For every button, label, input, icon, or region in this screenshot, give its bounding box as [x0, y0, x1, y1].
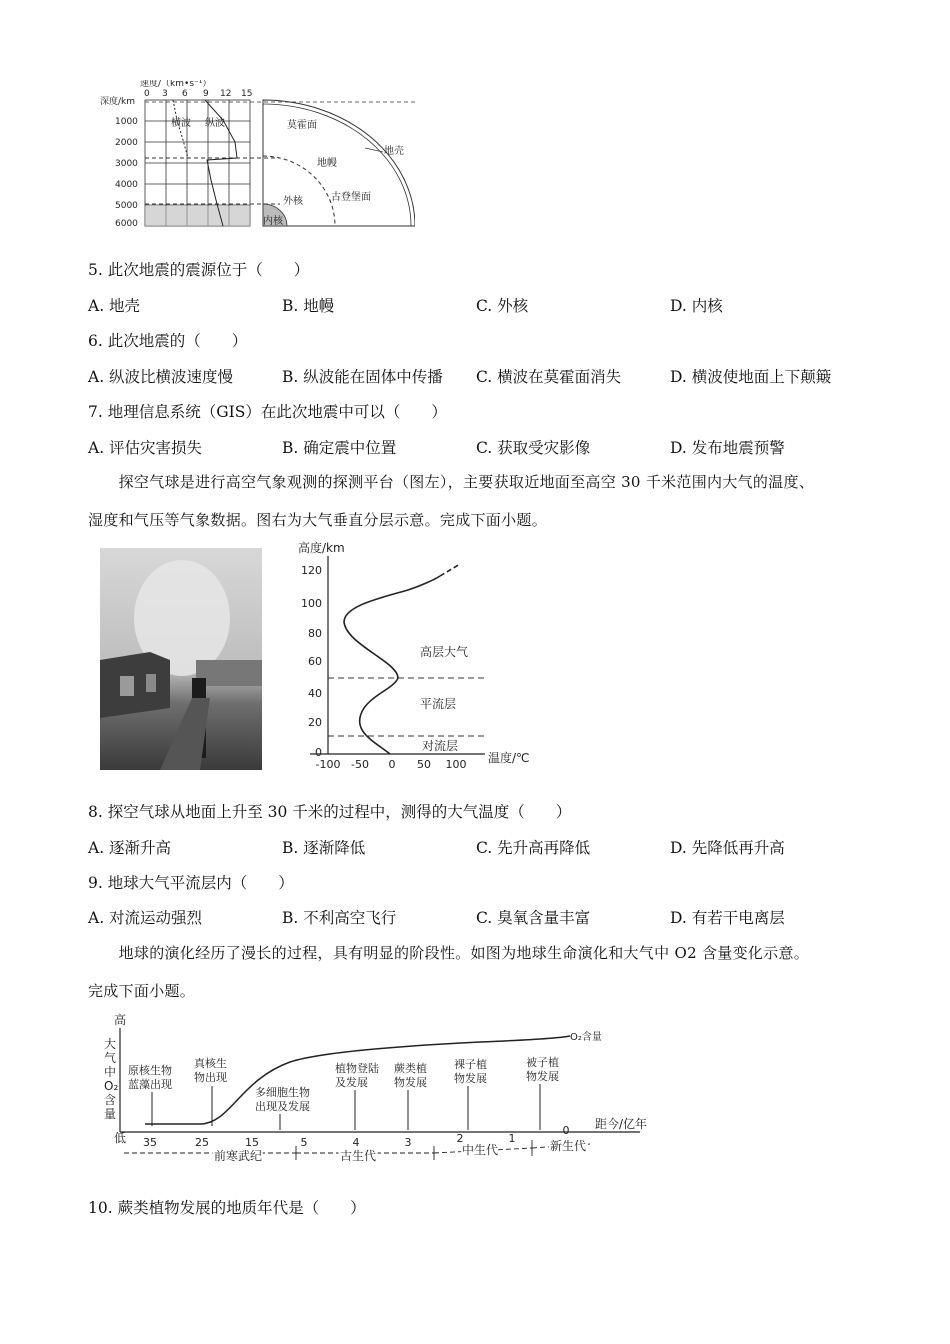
event-angiosperms: 物发展 [526, 1070, 559, 1083]
temp-tick: 100 [445, 758, 467, 770]
height-ticks [301, 564, 322, 759]
time-tick: 0 [562, 1124, 570, 1137]
era-mesozoic: 中生代 [462, 1143, 499, 1157]
temperature-curve-extension [440, 564, 460, 576]
depth-tick: 6000 [115, 219, 138, 229]
question-7-stem: 7. 地理信息系统（GIS）在此次地震中可以（ ） [88, 403, 447, 421]
evolution-events [128, 1055, 559, 1130]
svg-text:大: 大 [104, 1037, 117, 1051]
y-low-label: 低 [114, 1131, 127, 1145]
q7-option-a[interactable]: A. 评估灾害损失 [88, 439, 203, 457]
speed-tick: 12 [220, 89, 232, 99]
height-tick: 120 [301, 564, 322, 577]
inner-core-label: 内核 [263, 216, 283, 227]
path-shape [160, 698, 210, 770]
q7-option-b[interactable]: B. 确定震中位置 [282, 439, 397, 457]
event-ferns: 物发展 [394, 1076, 427, 1089]
intro-balloon-line1: 探空气球是进行高空气象观测的探测平台（图左），主要获取近地面至高空 30 千米范围内大气的温度、 [88, 473, 815, 491]
height-tick: 20 [308, 716, 322, 729]
q5-option-d[interactable]: D. 内核 [670, 297, 723, 315]
q9-option-c[interactable]: C. 臭氧含量丰富 [476, 909, 591, 927]
intro-evolution-line1: 地球的演化经历了漫长的过程，具有明显的阶段性。如图为地球生命演化和大气中 O2 含量变化示意。 [88, 944, 810, 962]
question-9-stem: 9. 地球大气平流层内（ ） [88, 874, 294, 892]
building-shape [100, 652, 170, 718]
o2-curve-label: O₂含量 [570, 1032, 602, 1043]
temp-tick: -100 [315, 758, 341, 770]
event-multicell: 出现及发展 [255, 1100, 310, 1113]
time-tick: 25 [195, 1136, 209, 1149]
height-axis-title: 高度/km [298, 541, 345, 555]
depth-axis-title: 深度/km [100, 97, 136, 107]
time-tick: 3 [404, 1136, 412, 1149]
q5-option-c[interactable]: C. 外核 [476, 297, 529, 315]
temp-ticks [316, 758, 467, 770]
atmosphere-layer-chart [290, 540, 550, 770]
height-tick: 80 [308, 627, 322, 640]
gutenberg-label: 古登堡面 [331, 192, 371, 203]
event-gymnosperms: 物发展 [454, 1072, 487, 1085]
weather-balloon-photo [100, 548, 262, 770]
life-evolution-figure [100, 1010, 670, 1170]
temperature-curve [344, 576, 440, 754]
event-prokaryote: 原核生物 [128, 1064, 172, 1077]
event-ferns: 蕨类植 [394, 1062, 427, 1075]
building-window [120, 676, 134, 696]
era-cenozoic: 新生代 [550, 1139, 587, 1153]
time-ticks [143, 1124, 570, 1149]
q8-option-b[interactable]: B. 逐渐降低 [282, 839, 366, 857]
time-tick: 4 [352, 1136, 360, 1149]
temp-axis-title: 温度/℃ [488, 751, 530, 765]
svg-text:O₂: O₂ [104, 1079, 119, 1093]
q5-option-a[interactable]: A. 地壳 [88, 297, 141, 315]
time-tick: 35 [143, 1136, 157, 1149]
temp-tick: 0 [388, 758, 396, 770]
svg-text:气: 气 [104, 1051, 117, 1065]
speed-tick: 9 [203, 89, 209, 99]
upper-atmosphere-label: 高层大气 [420, 645, 469, 659]
speed-tick: 15 [241, 89, 253, 99]
era-paleozoic: 古生代 [340, 1149, 377, 1163]
speed-ticks [144, 89, 252, 99]
depth-tick: 3000 [115, 159, 138, 169]
question-5-stem: 5. 此次地震的震源位于（ ） [88, 261, 310, 279]
event-gymnosperms: 裸子植 [454, 1058, 487, 1071]
event-prokaryote: 蓝藻出现 [128, 1078, 172, 1091]
q7-option-d[interactable]: D. 发布地震预警 [670, 439, 785, 457]
earth-section [263, 100, 415, 226]
event-eukaryote: 物出现 [194, 1071, 227, 1084]
seismic-wave-figure [95, 80, 415, 230]
height-tick: 60 [308, 655, 322, 668]
moho-label: 莫霍面 [287, 120, 317, 131]
height-tick: 0 [315, 746, 322, 759]
s-wave-curve [173, 100, 188, 158]
q6-option-b[interactable]: B. 纵波能在固体中传播 [282, 368, 443, 386]
crust-label: 地壳 [384, 146, 404, 157]
q8-option-c[interactable]: C. 先升高再降低 [476, 839, 591, 857]
y-axis-title [104, 1036, 118, 1121]
q7-option-c[interactable]: C. 获取受灾影像 [476, 439, 591, 457]
q6-option-d[interactable]: D. 横波使地面上下颠簸 [670, 368, 832, 386]
troposphere-label: 对流层 [422, 739, 459, 753]
svg-text:量: 量 [104, 1107, 117, 1121]
time-tick: 15 [245, 1136, 259, 1149]
svg-text:含: 含 [104, 1093, 117, 1107]
depth-ticks [115, 117, 138, 229]
event-land-plants: 植物登陆 [335, 1062, 379, 1075]
question-8-stem: 8. 探空气球从地面上升至 30 千米的过程中，测得的大气温度（ ） [88, 803, 572, 821]
question-6-stem: 6. 此次地震的（ ） [88, 332, 248, 350]
building-window [146, 674, 156, 692]
outer-core-label: 外核 [283, 196, 303, 207]
q6-option-c[interactable]: C. 横波在莫霍面消失 [476, 368, 622, 386]
speed-tick: 0 [144, 89, 150, 99]
time-tick: 1 [508, 1132, 516, 1145]
time-tick: 2 [456, 1132, 464, 1145]
intro-evolution-line2: 完成下面小题。 [88, 982, 196, 1000]
event-land-plants: 及发展 [335, 1076, 368, 1089]
speed-tick: 3 [162, 89, 168, 99]
crust-pointer [365, 148, 383, 152]
s-wave-label: 横波 [171, 118, 191, 129]
speed-tick: 6 [182, 89, 188, 99]
question-10-stem: 10. 蕨类植物发展的地质年代是（ ） [88, 1199, 366, 1217]
q8-option-d[interactable]: D. 先降低再升高 [670, 839, 785, 857]
event-eukaryote: 真核生 [194, 1057, 227, 1070]
depth-tick: 1000 [115, 117, 138, 127]
core-shading [145, 206, 250, 226]
depth-tick: 4000 [115, 180, 138, 190]
q5-option-b[interactable]: B. 地幔 [282, 297, 335, 315]
era-precambrian: 前寒武纪 [214, 1149, 263, 1163]
intro-balloon-line2: 湿度和气压等气象数据。图右为大气垂直分层示意。完成下面小题。 [88, 511, 548, 529]
q6-option-a[interactable]: A. 纵波比横波速度慢 [88, 368, 234, 386]
y-high-label: 高 [114, 1013, 127, 1027]
q9-option-b[interactable]: B. 不利高空飞行 [282, 909, 397, 927]
height-tick: 100 [301, 597, 322, 610]
svg-text:中: 中 [104, 1065, 117, 1079]
stratosphere-label: 平流层 [420, 697, 457, 711]
q9-option-a[interactable]: A. 对流运动强烈 [88, 909, 203, 927]
x-axis-title: 距今/亿年 [595, 1117, 648, 1131]
temp-tick: -50 [351, 758, 369, 770]
time-tick: 5 [300, 1136, 308, 1149]
q8-option-a[interactable]: A. 逐渐升高 [88, 839, 172, 857]
depth-tick: 5000 [115, 201, 138, 211]
p-wave-label: 纵波 [205, 118, 225, 129]
depth-tick: 2000 [115, 138, 138, 148]
mantle-label: 地幔 [317, 158, 337, 169]
speed-axis-title: 速度/（km•s⁻¹） [140, 80, 212, 89]
q9-option-d[interactable]: D. 有若干电离层 [670, 909, 785, 927]
temp-tick: 50 [417, 758, 431, 770]
event-angiosperms: 被子植 [526, 1056, 559, 1069]
height-tick: 40 [308, 687, 322, 700]
event-multicell: 多细胞生物 [255, 1086, 310, 1099]
